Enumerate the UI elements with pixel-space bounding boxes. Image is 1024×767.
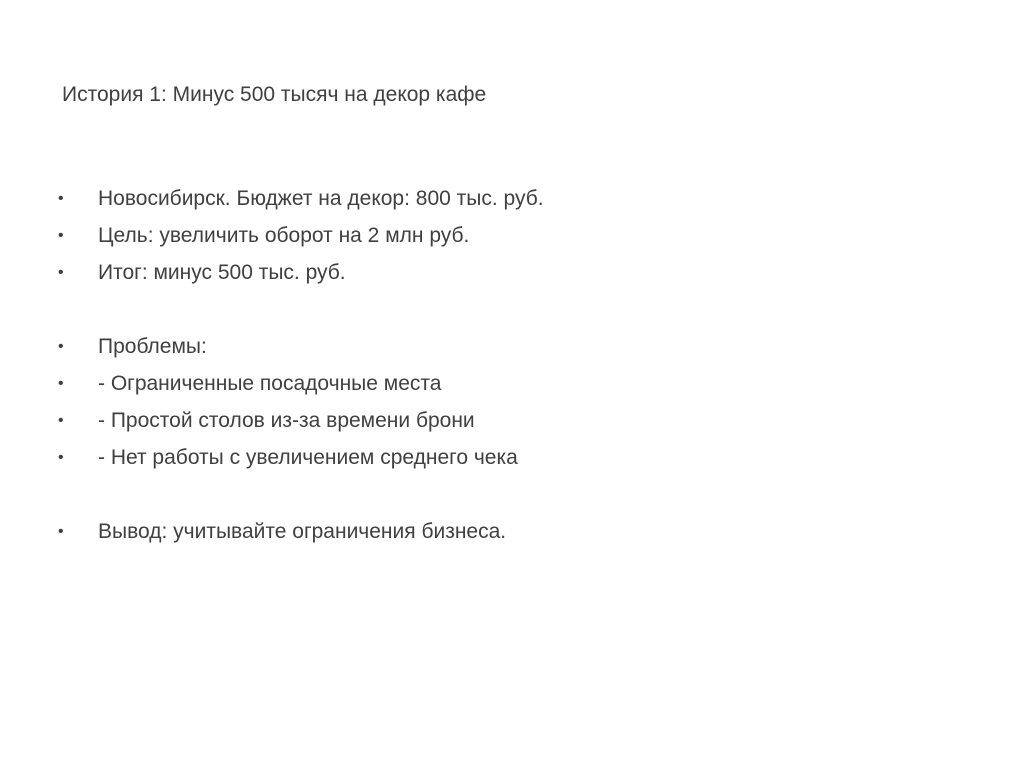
list-item-text: - Ограниченные посадочные места — [98, 372, 442, 395]
bullet-icon: • — [58, 375, 64, 392]
bullet-icon: • — [58, 412, 64, 429]
bullet-icon: • — [58, 449, 64, 466]
bullet-icon: • — [58, 190, 64, 207]
list-item-text: - Нет работы с увеличением среднего чека — [98, 446, 518, 469]
bullet-icon: • — [58, 264, 64, 281]
bullet-icon: • — [58, 338, 64, 355]
list-item-text: Проблемы: — [98, 335, 207, 358]
list-item-text: Вывод: учитывайте ограничения бизнеса. — [98, 520, 507, 543]
list-item-text: Новосибирск. Бюджет на декор: 800 тыс. руб. — [98, 187, 544, 210]
list-item-text: - Простой столов из-за времени брони — [98, 409, 475, 432]
list-item-text: Итог: минус 500 тыс. руб. — [98, 261, 346, 284]
bullet-icon: • — [58, 523, 64, 540]
list-item-text: Цель: увеличить оборот на 2 млн руб. — [98, 224, 470, 247]
slide-title: История 1: Минус 500 тысяч на декор кафе — [62, 83, 487, 106]
bullet-icon: • — [58, 227, 64, 244]
